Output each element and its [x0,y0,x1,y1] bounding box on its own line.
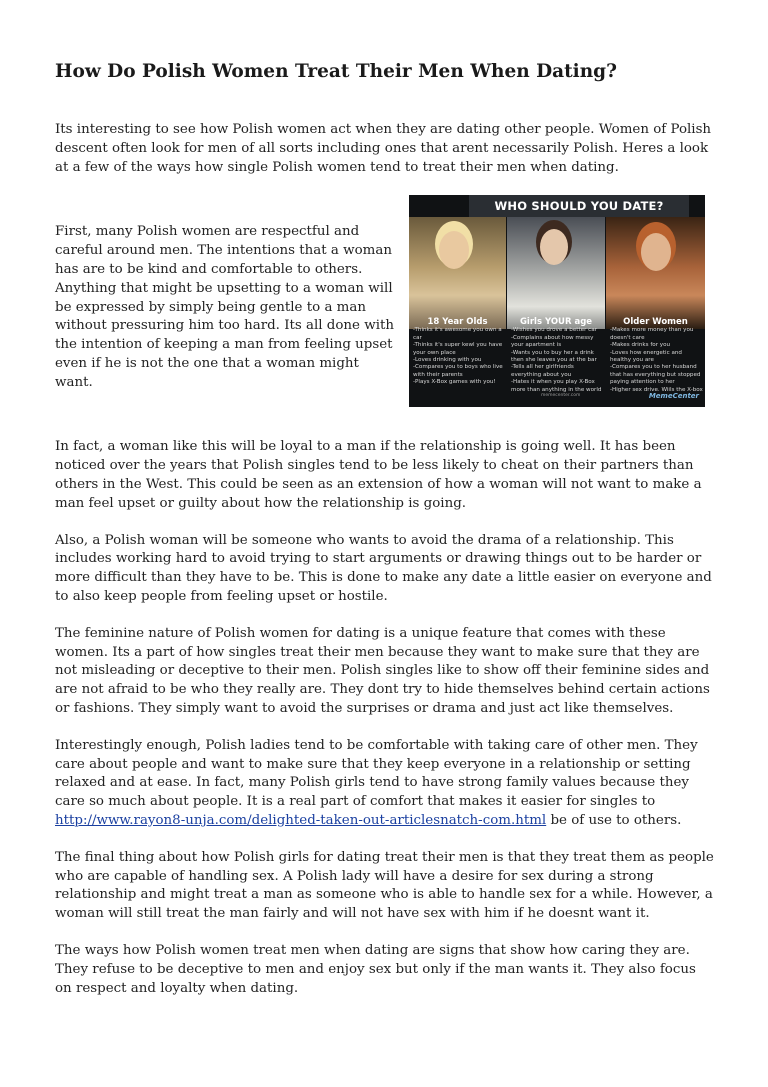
panel-bullets [413,327,504,386]
closing-paragraph: The ways how Polish women treat men when dating are signs that show how caring they are. They refuse to be deceptive to men and enjoy sex but only if the man wants it. They also focus on respect and loyalty when dating. [55,942,696,996]
meme-title: WHO SHOULD YOU DATE? [469,195,689,217]
article [55,60,715,1016]
body-paragraph: The feminine nature of Polish women for dating is a unique feature that comes with these women. Its a part of how singles treat their men because they want to make sure that they are not misleading or deceptive to their men. Polish singles like to show off their feminine sides and are not afraid to be who they really are. They dont try to hide themselves behind certain actions or fashions. They simply want to avoid the surprises or drama and just act like themselves. [55,625,710,716]
panel-bullets [511,327,603,394]
first-paragraph: First, many Polish women are respectful and careful around men. The intentions that a woman has are to be kind and comfortable to others. Anything that might be upsetting to a woman will be expressed by simply being gentle to a man without pressuring him too hard. Its all done with the intention of keeping a man from feeling upset even if he is not the one that a woman might want. [55,224,394,390]
link-paragraph-tail: be of use to others. [546,812,682,828]
bullet: -Complains about how messy your apartment is [511,334,594,349]
bullet: -Makes more money than you [610,327,694,334]
bullet: -Loves how energetic and healthy you are [610,349,682,364]
panel-caption: Girls YOUR age [519,317,593,328]
article-link[interactable]: http://www.rayon8-unja.com/delighted-taken-out-articlesnatch-com.html [55,812,547,828]
first-paragraph-block [55,223,400,392]
panel-caption: 18 Year Olds [427,317,488,328]
link-paragraph [55,737,715,831]
bullet: -Wants you to buy her a drink then she leaves you at the bar [511,349,597,364]
bullet: -Loves drinking with you [413,357,482,364]
bullet: -Makes drinks for you [610,342,671,349]
face-shape [439,231,469,269]
bullet: -Compares you to her husband that has everything but stopped paying attention to her [610,364,701,386]
panel-caption: Older Women [623,317,688,328]
bullet: -Plays X-Box games with you! [413,379,496,386]
body-paragraph: Also, a Polish woman will be someone who wants to avoid the drama of a relationship. This includes working hard to avoid trying to start arguments or drawing things out to be harder or more difficult than they have to be. This is done to make any date a little easier on everyone and to also keep people from feeling upset or hostile. [55,532,712,604]
body-paragraph: In fact, a woman like this will be loyal to a man if the relationship is going well. It has been noticed over the years that Polish singles tend to be less likely to cheat on their partners than others in the West. This could be seen as an extension of how a woman will not want to make a man feel upset or guilty about how the relationship is going. [55,439,702,511]
bullet: -Wishes you drove a better car [511,327,597,334]
bullet: -Thinks it's super kewl you have your own place [413,342,503,356]
face-shape [641,233,671,271]
face-shape [540,229,568,265]
meme-credit: memecenter.com [541,392,581,398]
meme-panel-18-year-olds [409,217,506,407]
bullet: -Hates it when you play X-Box more than anything in the world [511,379,602,393]
bullet: -Tells all her girlfriends everything about you [511,364,574,378]
panel-bullets [610,327,703,394]
link-paragraph-text: Interestingly enough, Polish ladies tend to be comfortable with taking care of other men. They care about people and want to make sure that they keep everyone in a relationship or setting relaxed and at ease. In fact, many Polish girls tend to have strong family values because they care so much about people. It is a real part of comfort that makes it easier for singles to [55,737,698,810]
bullet: -Compares you to boys who live with their parents [413,364,503,378]
intro-paragraph: Its interesting to see how Polish women act when they are dating other people. Women of Polish descent often look for men of all sorts including ones that arent necessarily Polish. Heres a look at a few of the ways how single Polish women tend to treat their men when dating. [55,122,712,175]
who-should-you-date-meme-image [409,195,705,407]
bullet: doesn't care [610,334,645,341]
meme-panel-girls-your-age [507,217,605,407]
memecenter-watermark: MemeCenter [648,391,699,400]
image-row [55,195,715,417]
bullet: -Thinks it's awesome you own a car [413,327,502,341]
page-title: How Do Polish Women Treat Their Men When Dating? [55,61,617,82]
body-paragraph: The final thing about how Polish girls for dating treat their men is that they treat them as people who are capable of handling sex. A Polish lady will have a desire for sex during a strong relationship and might treat a man as someone who is able to handle sex for a while. However, a woman will still treat the man fairly and will not have sex with him if he doesnt want it. [55,849,714,922]
bullet: -Higher sex drive. Wiils the X-box [610,386,703,393]
meme-panel-older-women [606,217,705,407]
